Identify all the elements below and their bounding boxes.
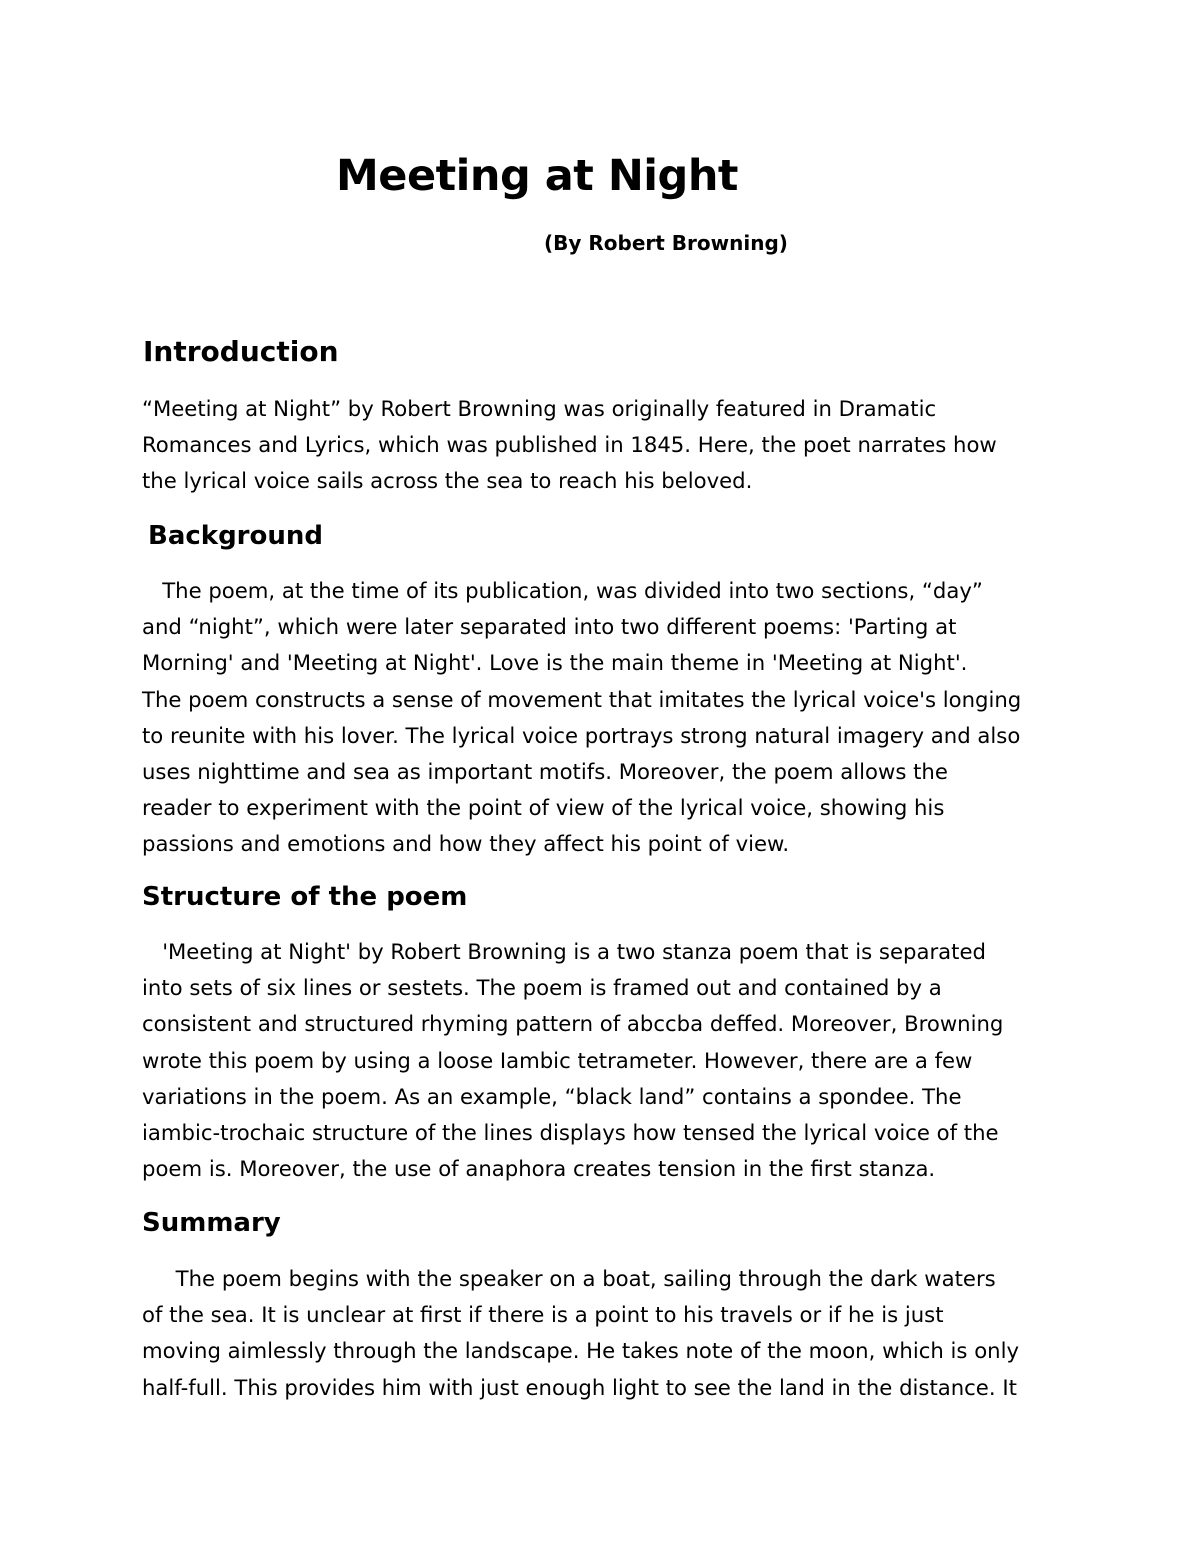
- text-line: The poem begins with the speaker on a boat, sailing through the dark waters: [142, 1266, 996, 1291]
- text-line: iambic-trochaic structure of the lines displays how tensed the lyrical voice of the: [142, 1120, 999, 1146]
- heading-structure: Structure of the poem: [142, 882, 468, 912]
- text-line: variations in the poem. As an example, “black land” contains a spondee. The: [142, 1083, 962, 1109]
- text-line: poem is. Moreover, the use of anaphora creates tension in the first stanza.: [142, 1156, 936, 1182]
- text-line: wrote this poem by using a loose Iambic tetrameter. However, there are a few: [142, 1047, 973, 1073]
- text-line: of the sea. It is unclear at first if there is a point to his travels or if he is just: [142, 1302, 944, 1328]
- text-line: half-full. This provides him with just enough light to see the land in the distance. It: [142, 1374, 1017, 1400]
- heading-background: Background: [148, 521, 323, 551]
- document-author: (By Robert Browning): [544, 231, 788, 255]
- heading-introduction: Introduction: [143, 335, 339, 368]
- text-line: consistent and structured rhyming pattern of abccba deffed. Moreover, Browning: [142, 1011, 1004, 1037]
- text-line: The poem, at the time of its publication, was divided into two sections, “day”: [142, 578, 983, 603]
- paragraph-background: [142, 573, 1021, 863]
- text-line: and “night”, which were later separated into two different poems: 'Parting at: [142, 614, 957, 640]
- text-line: reader to experiment with the point of view of the lyrical voice, showing his: [142, 795, 945, 821]
- paragraph-structure: [142, 934, 1003, 1187]
- heading-summary: Summary: [142, 1208, 281, 1238]
- text-line: the lyrical voice sails across the sea to reach his beloved.: [142, 468, 753, 494]
- text-line: uses nighttime and sea as important motifs. Moreover, the poem allows the: [142, 759, 948, 785]
- paragraph-summary: [142, 1261, 1019, 1406]
- text-line: into sets of six lines or sestets. The poem is framed out and contained by a: [142, 975, 942, 1001]
- text-line: moving aimlessly through the landscape. He takes note of the moon, which is only: [142, 1338, 1020, 1364]
- text-line: Romances and Lyrics, which was published in 1845. Here, the poet narrates how: [142, 432, 997, 458]
- text-line: 'Meeting at Night' by Robert Browning is a two stanza poem that is separated: [142, 939, 986, 964]
- paragraph-introduction: [142, 391, 997, 500]
- text-line: The poem constructs a sense of movement that imitates the lyrical voice's longing: [142, 686, 1022, 712]
- document-title: Meeting at Night: [336, 151, 738, 201]
- text-line: Morning' and 'Meeting at Night'. Love is the main theme in 'Meeting at Night'.: [142, 650, 968, 676]
- text-line: passions and emotions and how they affect his point of view.: [142, 831, 790, 857]
- text-line: to reunite with his lover. The lyrical voice portrays strong natural imagery and also: [142, 722, 1021, 748]
- text-line: “Meeting at Night” by Robert Browning was originally featured in Dramatic: [142, 396, 937, 421]
